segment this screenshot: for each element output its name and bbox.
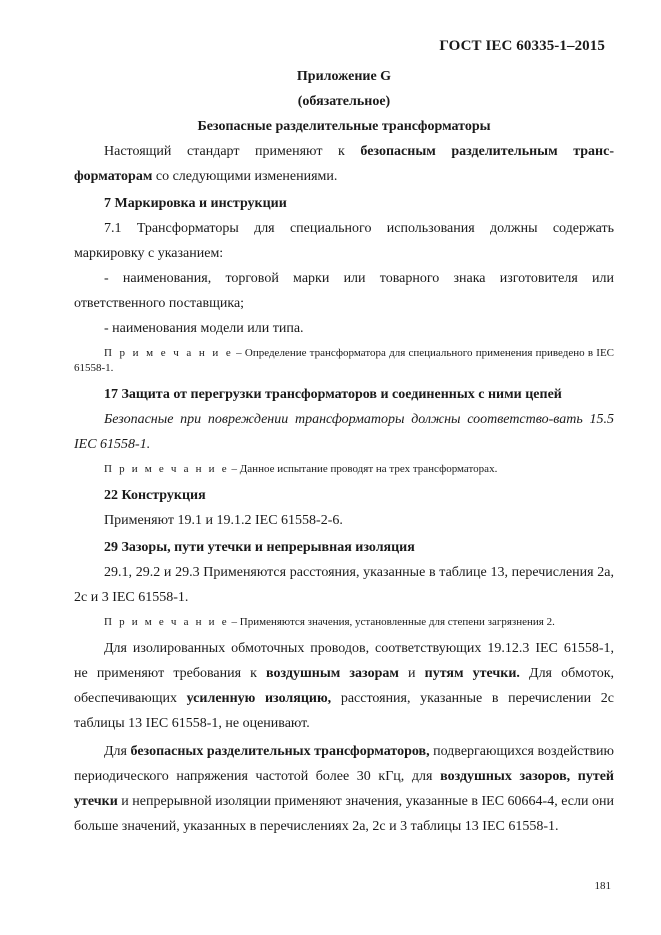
section-29-paragraph-3	[74, 739, 614, 839]
section-7-paragraph-2: - наименования, торговой марки или товарного знака изготовителя или ответственного поставщика;	[74, 271, 614, 311]
note-text: – Определение трансформатора для специального применения приведено в IEC 61558-1.	[74, 347, 614, 374]
page-number: 181	[594, 880, 611, 892]
intro-bold-term: безопасным разделительным транс-форматорам	[74, 144, 614, 184]
note-label: П р и м е ч а н и е	[104, 347, 233, 359]
text-run: Для обмоток, обеспечивающих	[74, 666, 615, 706]
standard-designation: ГОСТ IEC 60335-1–2015	[439, 38, 605, 54]
text-run: расстояния, указанные в перечислении 2c таблицы 13 IEC 61558-1, не оценивают.	[74, 691, 614, 731]
section-7-paragraph-3: - наименования модели или типа.	[104, 321, 304, 336]
bold-term: воздушным зазорам	[266, 666, 399, 681]
section-7-paragraph-1: 7.1 Трансформаторы для специального использования должны содержать маркировку с указанием:	[74, 221, 614, 261]
note-label: П р и м е ч а н и е	[104, 616, 229, 628]
section-17-note	[74, 462, 614, 477]
section-22-heading: 22 Конструкция	[104, 488, 206, 503]
section-22-paragraph: Применяют 19.1 и 19.1.2 IEC 61558-2-6.	[104, 513, 343, 528]
section-17-paragraph: Безопасные при повреждении трансформаторы должны соответство-вать 15.5 IEC 61558-1.	[74, 412, 614, 452]
text-run: и непрерывной изоляции применяют значения, указанные в IEC 60664-4, если они больше значений, указанных в перечислениях 2a, 2c и 3 таблицы 13 IEC 61558-1.	[74, 794, 614, 834]
bold-term: воздушных зазоров, путей утечки	[74, 769, 614, 809]
annex-status: (обязательное)	[297, 94, 391, 109]
text-run: Для изолированных обмоточных проводов, соответствующих 19.12.3 IEC 61558-1, не применяют требования к	[74, 641, 614, 681]
bold-term: безопасных разделительных трансформаторов,	[130, 744, 430, 759]
section-29-paragraph-1: 29.1, 29.2 и 29.3 Применяются расстояния, указанные в таблице 13, перечисления 2a, 2c и 3 IEC 61558-1.	[74, 565, 614, 605]
intro-text-2: со следующими изменениями.	[152, 169, 338, 184]
note-text: – Данное испытание проводят на трех трансформаторах.	[228, 463, 498, 475]
note-label: П р и м е ч а н и е	[104, 463, 229, 475]
intro-text-1: Настоящий стандарт применяют к	[104, 144, 361, 159]
page-content	[74, 64, 614, 839]
annex-title: Приложение G	[296, 69, 392, 84]
text-run: и	[398, 666, 425, 681]
section-7-note	[74, 346, 614, 376]
section-29-note	[74, 615, 614, 630]
text-run: Для	[104, 744, 131, 759]
intro-paragraph	[74, 139, 614, 189]
section-29-heading: 29 Зазоры, пути утечки и непрерывная изоляция	[104, 540, 415, 555]
bold-term: усиленную изоляцию,	[186, 691, 332, 706]
bold-term: путям утечки.	[424, 666, 520, 681]
section-7-heading: 7 Маркировка и инструкции	[104, 196, 287, 211]
section-29-paragraph-2	[74, 636, 614, 736]
text-run: подвергающихся воздействию периодического напряжения частотой более 30 кГц, для	[74, 744, 614, 784]
annex-subtitle: Безопасные разделительные трансформаторы	[197, 119, 491, 134]
note-text: – Применяются значения, установленные для степени загрязнения 2.	[228, 616, 555, 628]
section-17-heading: 17 Защита от перегрузки трансформаторов и соединенных с ними цепей	[104, 387, 562, 402]
